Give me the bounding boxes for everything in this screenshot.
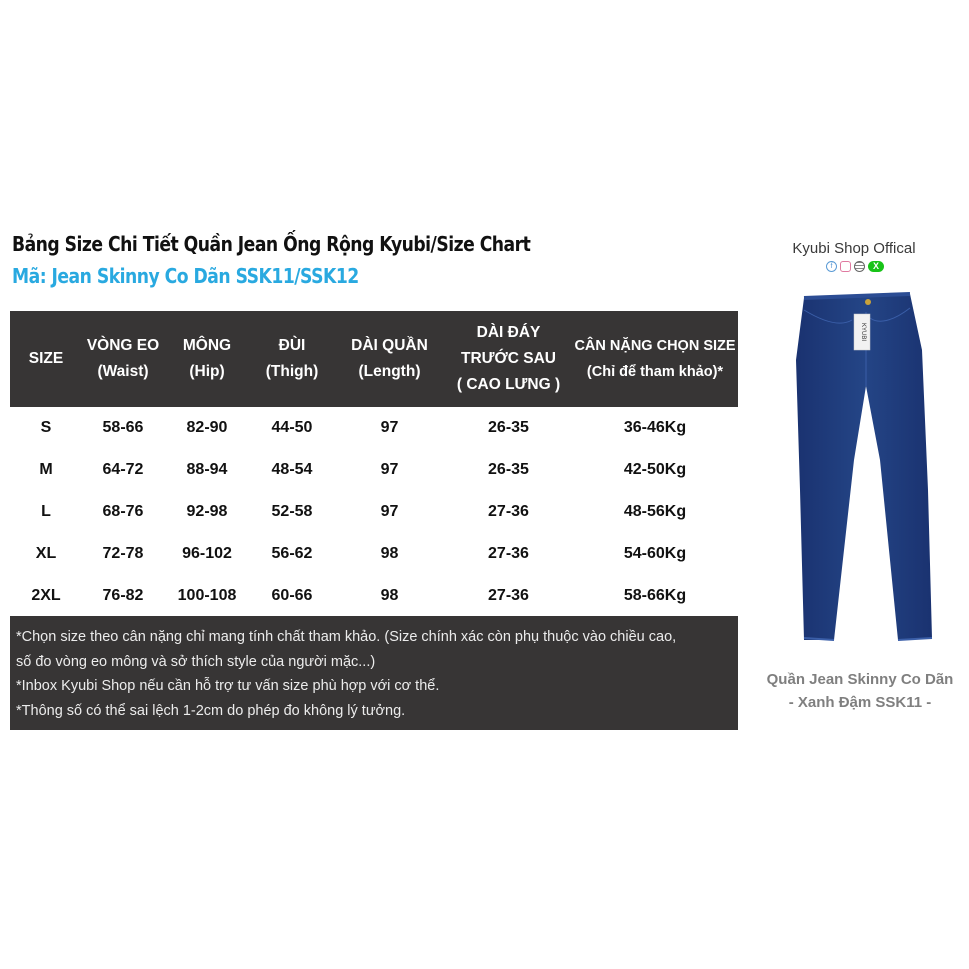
cell-length: 98	[380, 586, 399, 604]
cell-size: L	[41, 503, 51, 520]
cell-thigh: 52-58	[271, 503, 313, 520]
cell-rise: 27-36	[488, 586, 529, 604]
instagram-icon[interactable]	[840, 261, 851, 272]
cell-thigh: 60-66	[271, 586, 313, 604]
cell-weight: 54-60Kg	[623, 545, 687, 562]
cell-hip: 88-94	[186, 461, 228, 478]
web-icon[interactable]	[854, 261, 865, 272]
column-header-rise: DÀI ĐÁY TRƯỚC SAU ( CAO LƯNG )	[445, 311, 572, 407]
cell-waist: 68-76	[102, 503, 144, 520]
column-header-waist: VÒNG EO (Waist)	[82, 311, 164, 407]
table-row	[10, 533, 738, 575]
cell-thigh: 56-62	[271, 545, 313, 562]
facebook-icon[interactable]: f	[826, 261, 837, 272]
table-header-row	[10, 311, 738, 407]
product-caption-name: Quần Jean Skinny Co Dãn	[766, 671, 954, 688]
column-header-size: SIZE	[10, 311, 82, 407]
note-line: *Thông số có thể sai lệch 1-2cm do phép đo không lý tưởng.	[16, 702, 406, 719]
cell-weight: 42-50Kg	[623, 461, 687, 478]
cell-thigh: 44-50	[271, 419, 313, 436]
cell-size: 2XL	[31, 586, 61, 604]
note-line: *Chọn size theo cân nặng chỉ mang tính chất tham khảo. (Size chính xác còn phụ thuộc vào chiều cao,	[16, 629, 677, 645]
cell-waist: 58-66	[102, 419, 144, 436]
table-row	[10, 449, 738, 491]
cell-rise: 27-36	[488, 545, 529, 562]
cell-weight: 58-66Kg	[623, 586, 687, 604]
cell-weight: 36-46Kg	[623, 419, 687, 436]
table-row	[10, 407, 738, 449]
cell-waist: 72-78	[102, 545, 144, 562]
cell-rise: 27-36	[488, 503, 529, 520]
table-row	[10, 575, 738, 616]
size-chart-table	[10, 311, 738, 616]
table-row	[10, 491, 738, 533]
svg-text:KYUBI: KYUBI	[860, 322, 866, 342]
page-title: Bảng Size Chi Tiết Quần Jean Ống Rộng Kyubi/Size Chart	[12, 232, 531, 256]
note-line: số đo vòng eo mông và sở thích style của người mặc...)	[16, 653, 376, 670]
cell-hip: 92-98	[186, 503, 228, 520]
cell-length: 97	[380, 503, 399, 520]
column-header-weight: CÂN NẶNG CHỌN SIZE (Chỉ để tham khảo)*	[572, 311, 738, 407]
product-caption	[760, 668, 960, 714]
column-header-thigh: ĐÙI (Thigh)	[250, 311, 334, 407]
cell-length: 98	[380, 545, 399, 562]
cell-length: 97	[380, 419, 399, 436]
note-line: *Inbox Kyubi Shop nếu cần hỗ trợ tư vấn size phù hợp với cơ thể.	[16, 678, 440, 694]
product-caption-variant: - Xanh Đậm SSK11 -	[788, 694, 932, 711]
column-header-hip: MÔNG (Hip)	[164, 311, 250, 407]
shop-name: Kyubi Shop Offical	[792, 240, 916, 257]
column-header-length: DÀI QUẦN (Length)	[334, 311, 445, 407]
size-notes-box	[10, 616, 738, 730]
cell-hip: 82-90	[186, 419, 228, 436]
cell-length: 97	[380, 461, 399, 478]
jeans-product-image	[782, 290, 942, 650]
cell-waist: 76-82	[102, 586, 144, 604]
cell-weight: 48-56Kg	[623, 503, 687, 520]
cell-size: S	[40, 419, 52, 436]
cell-hip: 96-102	[182, 545, 232, 562]
zalo-icon[interactable]: X	[868, 261, 884, 272]
cell-rise: 26-35	[488, 461, 529, 478]
cell-waist: 64-72	[102, 461, 144, 478]
social-links	[826, 261, 884, 272]
cell-size: XL	[35, 545, 57, 562]
cell-size: M	[39, 461, 53, 478]
cell-rise: 26-35	[488, 419, 529, 436]
product-code-subtitle: Mã: Jean Skinny Co Dãn SSK11/SSK12	[12, 264, 359, 288]
cell-thigh: 48-54	[271, 461, 313, 478]
cell-hip: 100-108	[177, 586, 237, 604]
